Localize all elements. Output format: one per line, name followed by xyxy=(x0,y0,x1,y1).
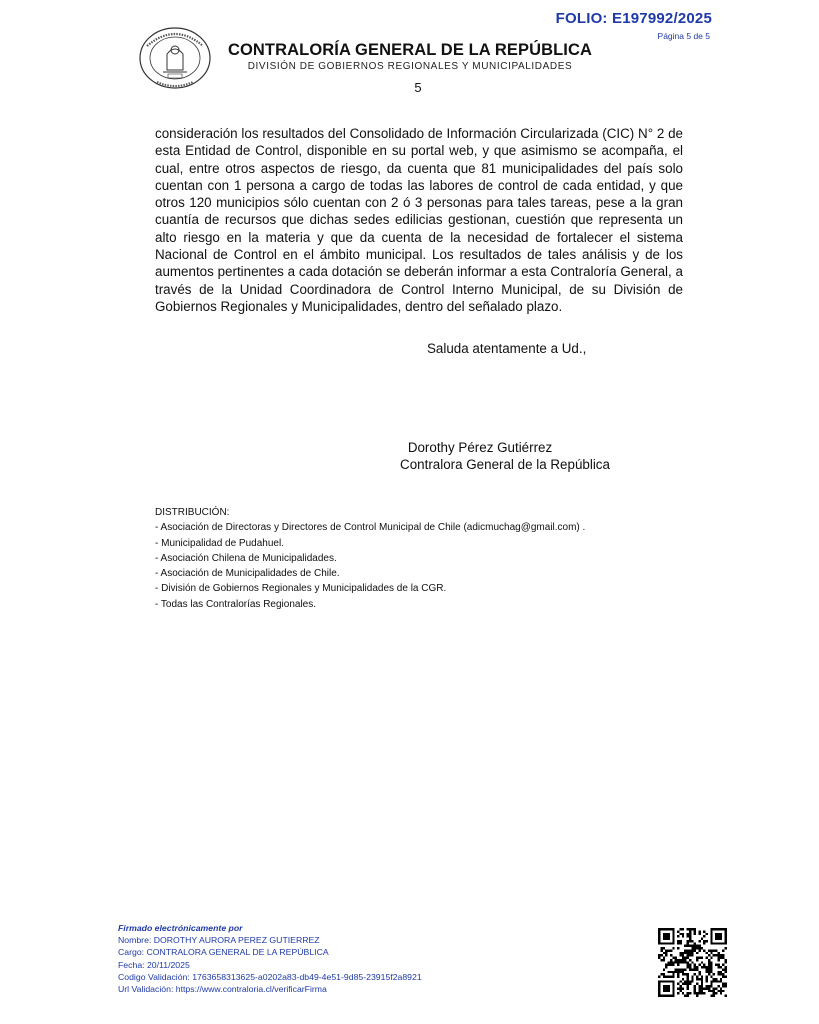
esig-date: Fecha: 20/11/2025 xyxy=(118,959,190,970)
esig-cargo: Cargo: CONTRALORA GENERAL DE LA REPÚBLICA xyxy=(118,947,329,958)
distribution-heading: DISTRIBUCIÓN: xyxy=(155,507,230,518)
division-subtitle: DIVISIÓN DE GOBIERNOS REGIONALES Y MUNICIPALIDADES xyxy=(247,61,573,72)
esig-validation-url: Url Validación: https://www.contraloria.cl/verificarFirma xyxy=(118,984,327,995)
qr-code-icon[interactable] xyxy=(658,928,727,997)
signer-name: Dorothy Pérez Gutiérrez xyxy=(407,440,553,455)
page-indicator: Página 5 de 5 xyxy=(657,31,710,41)
distribution-item: - Asociación de Directoras y Directores de Control Municipal de Chile (adicmuchag@gmail.com) . xyxy=(155,522,586,534)
distribution-item: - División de Gobiernos Regionales y Municipalidades de la CGR. xyxy=(155,583,447,595)
closing-salutation: Saluda atentamente a Ud., xyxy=(427,341,587,356)
distribution-item: - Municipalidad de Pudahuel. xyxy=(155,537,284,549)
distribution-item: - Todas las Contralorías Regionales. xyxy=(155,598,317,610)
esig-heading: Firmado electrónicamente por xyxy=(118,923,243,933)
organization-title: CONTRALORÍA GENERAL DE LA REPÚBLICA xyxy=(227,41,593,59)
body-paragraph: consideración los resultados del Consolidado de Información Circularizada (CIC) N° 2 de esta Entidad de Control, disponible en su portal web, y que asimismo se acompaña, el cual, entre otros aspectos de riesgo, da cuenta que 81 municipalidades del país solo cuentan con 1 persona a cargo de todas las labores de control de cada entidad, y que otros 120 municipios sólo cuentan con 2 ó 3 personas para tales tareas, pese a la gran cuantía de recursos que dichas sedes edilicias gestionan, cuestión que representa un alto riesgo en la materia y que da cuenta de la necesidad de fortalecer el sistema Nacional de Control en el ámbito municipal. Los resultados de tales análisis y de los aumentos pertinentes a cada dotación se deberán informar a esta Contraloría General, a través de la Unidad Coordinadora de Control Interno Municipal, de su División de Gobiernos Regionales y Municipalidades, dentro del señalado plazo. xyxy=(155,126,683,314)
distribution-list xyxy=(155,505,585,612)
folio-number: FOLIO: E197992/2025 xyxy=(555,10,712,27)
esig-name: Nombre: DOROTHY AURORA PEREZ GUTIERREZ xyxy=(118,935,320,946)
page-number: 5 xyxy=(414,80,422,95)
distribution-item: - Asociación Chilena de Municipalidades. xyxy=(155,552,337,564)
signer-title: Contralora General de la República xyxy=(400,457,610,472)
electronic-signature-block xyxy=(118,922,422,995)
distribution-item: - Asociación de Municipalidades de Chile. xyxy=(155,568,340,580)
esig-validation-code: Codigo Validación: 1763658313625-a0202a83-db49-4e51-9d85-23915f2a8921 xyxy=(118,971,422,982)
